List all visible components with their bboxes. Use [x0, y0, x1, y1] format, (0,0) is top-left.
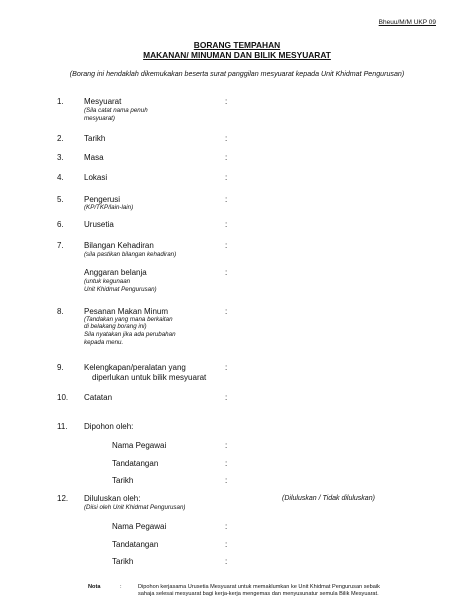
item-5-label: Pengerusi — [84, 195, 121, 204]
item-8-number: 8. — [57, 307, 64, 316]
item-1-hint: (Sila catat nama penuh — [84, 107, 148, 114]
item-7-colon: : — [225, 241, 228, 250]
item-9-label: Kelengkapan/peralatan yang — [84, 363, 186, 372]
item-7-hint: (sila pastikan bilangan kehadiran) — [84, 251, 177, 258]
item-1-label: Mesyuarat — [84, 97, 122, 106]
item-12-label: Diluluskan oleh: — [84, 494, 141, 503]
note-text-line-2: sahaja selesai mesyuarat bagi kerja-kerja mengemas dan menyusunatur semula Bilik Mesyuarat. — [138, 591, 379, 597]
approver-signature-label: Tandatangan — [112, 540, 159, 549]
note-label: Nota — [88, 584, 101, 590]
item-6-colon: : — [225, 220, 228, 229]
item-2-colon: : — [225, 134, 228, 143]
item-9-number: 9. — [57, 363, 64, 372]
item-12-hint: (Diisi oleh Unit Khidmat Pengurusan) — [84, 504, 186, 511]
item-10-number: 10. — [57, 393, 69, 402]
item-4-number: 4. — [57, 173, 64, 182]
requester-name-colon: : — [225, 441, 228, 450]
form-subtitle: MAKANAN/ MINUMAN DAN BILIK MESYUARAT — [143, 50, 331, 60]
item-2-number: 2. — [57, 134, 64, 143]
item-5-colon: : — [225, 195, 228, 204]
approver-name-label: Nama Pegawai — [112, 522, 167, 531]
item-6-number: 6. — [57, 220, 64, 229]
item-8-hint: (Tandakan yang mana berkaitan — [84, 316, 173, 323]
item-8-colon: : — [225, 307, 228, 316]
item-1-colon: : — [225, 97, 228, 106]
item-9-colon: : — [225, 363, 228, 372]
approver-name-colon: : — [225, 522, 228, 531]
item-4-colon: : — [225, 173, 228, 182]
item-8-label: Pesanan Makan Minum — [84, 307, 169, 316]
item-7-label: Bilangan Kehadiran — [84, 241, 154, 250]
form-title: BORANG TEMPAHAN — [193, 40, 281, 50]
item-1-hint-2: mesyuarat) — [84, 115, 115, 122]
note-text-line-1: Dipohon kerjasama Urusetia Mesyuarat untuk memaklumkan ke Unit Khidmat Pengurusan sebaik — [138, 584, 380, 590]
item-8-hint-4: kepada menu. — [84, 339, 124, 346]
item-11-label: Dipohon oleh: — [84, 422, 134, 431]
item-12-number: 12. — [57, 494, 69, 503]
item-11-number: 11. — [57, 422, 68, 431]
item-budget-label: Anggaran belanja — [84, 268, 147, 277]
item-5-hint: (KP/TKP/lain-lain) — [84, 204, 134, 211]
form-instruction: (Borang ini hendaklah dikemukakan beserta surat panggilan mesyuarat kepada Unit Khidmat Pengurusan) — [69, 70, 405, 78]
approver-date-colon: : — [225, 557, 228, 566]
item-7-number: 7. — [57, 241, 64, 250]
item-8-hint-2: di belakang borang ini) — [84, 323, 147, 330]
approver-date-label: Tarikh — [112, 557, 134, 566]
form-reference: Bheuu/M/M UKP 09 — [378, 19, 436, 26]
item-1-number: 1. — [57, 97, 64, 106]
approver-signature-colon: : — [225, 540, 228, 549]
item-budget-hint-2: Unit Khidmat Pengurusan) — [84, 286, 157, 293]
item-10-label: Catatan — [84, 393, 113, 402]
requester-signature-colon: : — [225, 459, 228, 468]
item-5-number: 5. — [57, 195, 64, 204]
item-3-label: Masa — [84, 153, 104, 162]
item-10-colon: : — [225, 393, 228, 402]
item-budget-hint: (untuk kegunaan — [84, 278, 131, 285]
requester-signature-label: Tandatangan — [112, 459, 159, 468]
approval-status: (Diluluskan / Tidak diluluskan) — [282, 495, 375, 502]
item-8-hint-3: Sila nyatakan jika ada perubahan — [84, 331, 176, 338]
item-2-label: Tarikh — [84, 134, 106, 143]
item-3-number: 3. — [57, 153, 64, 162]
requester-date-label: Tarikh — [112, 476, 134, 485]
item-budget-colon: : — [225, 268, 228, 277]
item-4-label: Lokasi — [84, 173, 108, 182]
note-colon: : — [120, 584, 122, 590]
item-6-label: Urusetia — [84, 220, 114, 229]
item-9-label-2: diperlukan untuk bilik mesyuarat — [92, 373, 207, 382]
requester-name-label: Nama Pegawai — [112, 441, 167, 450]
requester-date-colon: : — [225, 476, 228, 485]
item-3-colon: : — [225, 153, 228, 162]
